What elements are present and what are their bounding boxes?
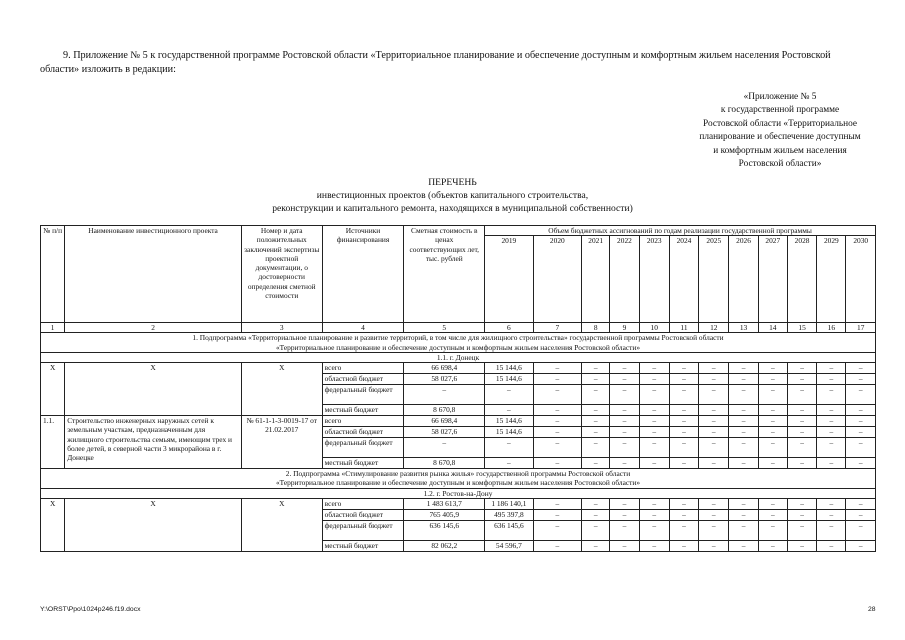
value-dash: – [729,458,758,469]
data-row [41,499,876,510]
heading-subtitle-1: инвестиционных проектов (объектов капитального строительства, [316,190,589,201]
value-dash: – [817,499,846,510]
column-number: 6 [485,323,533,333]
data-row [41,363,876,374]
total-marker: X [41,363,65,416]
value-dash: – [533,521,581,541]
value-dash: – [699,541,729,552]
value-dash: – [846,363,876,374]
value-dash: – [669,405,698,416]
value-dash: – [817,541,846,552]
value-dash: – [639,458,669,469]
estimated-cost: – [404,385,485,405]
value-dash: – [729,385,758,405]
estimated-cost: 765 405,9 [404,510,485,521]
value-dash: – [846,405,876,416]
header-cost: Сметная стоимость в ценах соответствующих лет, тыс. рублей [404,226,485,323]
estimated-cost: 66 698,4 [404,363,485,374]
header-name: Наименование инвестиционного проекта [65,226,242,323]
header-row [41,226,876,236]
value-dash: – [610,416,639,427]
appendix-line: Ростовской области «Территориальное [703,118,857,129]
value-dash: – [582,438,610,458]
value-dash: – [758,427,787,438]
value-2019: 54 596,7 [485,541,533,552]
value-dash: – [669,416,698,427]
value-dash: – [758,541,787,552]
value-2019: 15 144,6 [485,427,533,438]
value-dash: – [533,510,581,521]
value-dash: – [639,405,669,416]
funding-source: федеральный бюджет [322,438,404,458]
year-header-2025: 2025 [699,236,729,323]
estimated-cost: 8 670,8 [404,458,485,469]
value-dash: – [699,416,729,427]
value-dash: – [610,385,639,405]
value-dash: – [846,541,876,552]
value-dash: – [639,416,669,427]
value-dash: – [817,427,846,438]
section-2-city-row [41,488,876,498]
value-dash: – [846,438,876,458]
column-number: 17 [846,323,876,333]
value-dash: – [787,521,816,541]
estimated-cost: 1 483 613,7 [404,499,485,510]
value-dash: – [669,510,698,521]
value-dash: – [669,427,698,438]
value-dash: – [582,427,610,438]
funding-source: областной бюджет [322,374,404,385]
value-dash: – [729,416,758,427]
funding-source: местный бюджет [322,458,404,469]
value-dash: – [787,438,816,458]
column-number: 13 [729,323,758,333]
column-number: 7 [533,323,581,333]
column-number: 4 [322,323,404,333]
value-dash: – [610,458,639,469]
footer-page-number: 28 [868,606,876,613]
year-header-2027: 2027 [758,236,787,323]
value-dash: – [758,521,787,541]
value-dash: – [610,427,639,438]
intro-line-1: 9. Приложение № 5 к государственной программе Ростовской области «Территориальное планирование и обеспечение доступным и комфортным жильем населения Ростовской [63,50,831,61]
value-dash: – [758,363,787,374]
value-dash: – [758,374,787,385]
estimated-cost: 8 670,8 [404,405,485,416]
value-2019: 495 397,8 [485,510,533,521]
value-dash: – [846,458,876,469]
header-source: Источники финансирования [322,226,404,323]
block-c [41,499,876,552]
value-dash: – [758,499,787,510]
estimated-cost: 82 062,2 [404,541,485,552]
total-marker: X [241,499,322,552]
year-header-2024: 2024 [669,236,698,323]
value-dash: – [699,499,729,510]
value-dash: – [699,374,729,385]
data-row [41,416,876,427]
value-dash: – [729,521,758,541]
header-num: № п/п [41,226,65,323]
value-dash: – [610,374,639,385]
project-doc: № 61-1-1-3-0019-17 от 21.02.2017 [241,416,322,469]
value-dash: – [846,416,876,427]
footer-file-path: Y:\ORST\Ppo\1024p246.f19.docx [40,606,141,613]
value-2019: 636 145,6 [485,521,533,541]
year-header-2029: 2029 [817,236,846,323]
value-dash: – [582,374,610,385]
value-dash: – [582,499,610,510]
year-header-2022: 2022 [610,236,639,323]
value-dash: – [817,521,846,541]
value-dash: – [758,438,787,458]
value-dash: – [699,427,729,438]
value-2019: – [485,405,533,416]
value-dash: – [533,427,581,438]
value-dash: – [846,385,876,405]
section-2-city: 1.2. г. Ростов-на-Дону [41,488,876,498]
value-dash: – [729,541,758,552]
value-dash: – [533,541,581,552]
value-dash: – [846,499,876,510]
value-dash: – [758,385,787,405]
total-marker: X [65,363,242,416]
appendix-note [680,91,880,171]
estimated-cost: 636 145,6 [404,521,485,541]
value-dash: – [669,438,698,458]
funding-source: местный бюджет [322,405,404,416]
value-dash: – [699,385,729,405]
value-dash: – [610,521,639,541]
year-header-2030: 2030 [846,236,876,323]
value-dash: – [758,405,787,416]
value-dash: – [669,499,698,510]
value-dash: – [817,385,846,405]
value-dash: – [729,427,758,438]
header-volume: Объем бюджетных ассигнований по годам реализации государственной программы [485,226,876,236]
section-2-title [41,469,876,489]
value-dash: – [610,405,639,416]
value-dash: – [610,499,639,510]
column-number-row [41,323,876,333]
value-dash: – [610,510,639,521]
value-dash: – [758,510,787,521]
value-dash: – [699,363,729,374]
year-header-2019: 2019 [485,236,533,323]
value-dash: – [533,374,581,385]
intro-line-2: области» изложить в редакции: [40,64,176,75]
value-dash: – [758,458,787,469]
column-number: 2 [65,323,242,333]
funding-source: всего [322,363,404,374]
value-dash: – [639,510,669,521]
section-1-line-1: 1. Подпрограмма «Территориальное планирование и развитие территорий, в том числе для жилищного строительства» государственной программы Ростовской области [192,333,724,343]
value-dash: – [846,510,876,521]
estimated-cost: – [404,438,485,458]
value-dash: – [787,374,816,385]
value-dash: – [669,541,698,552]
value-dash: – [699,510,729,521]
funding-source: федеральный бюджет [322,521,404,541]
value-dash: – [846,374,876,385]
column-number: 12 [699,323,729,333]
value-dash: – [582,416,610,427]
section-1-city: 1.1. г. Донецк [41,352,876,362]
value-dash: – [669,385,698,405]
value-dash: – [669,374,698,385]
value-dash: – [582,385,610,405]
value-dash: – [639,521,669,541]
investment-projects-table [40,225,876,552]
column-number: 14 [758,323,787,333]
value-dash: – [729,363,758,374]
appendix-line: планирование и обеспечение доступным [699,132,861,143]
total-marker: X [41,499,65,552]
heading-title: ПЕРЕЧЕНЬ [428,177,477,188]
value-dash: – [787,427,816,438]
value-dash: – [582,458,610,469]
value-dash: – [787,363,816,374]
value-dash: – [758,416,787,427]
funding-source: всего [322,499,404,510]
project-number: 1.1. [41,416,65,469]
value-dash: – [817,405,846,416]
heading-subtitle-2: реконструкции и капитального ремонта, находящихся в муниципальной собственности) [272,203,633,214]
appendix-line: Ростовской области» [738,159,822,170]
section-1-row [41,333,876,353]
section-1-title [41,333,876,353]
year-header-2020: 2020 [533,236,581,323]
value-2019: – [485,438,533,458]
value-dash: – [639,499,669,510]
section-1-city-row [41,352,876,362]
value-dash: – [533,499,581,510]
value-dash: – [582,541,610,552]
column-number: 10 [639,323,669,333]
value-dash: – [787,458,816,469]
value-dash: – [729,405,758,416]
funding-source: местный бюджет [322,541,404,552]
year-header-2026: 2026 [729,236,758,323]
value-dash: – [582,363,610,374]
value-dash: – [582,521,610,541]
value-dash: – [639,385,669,405]
list-heading [200,176,705,215]
value-dash: – [699,458,729,469]
column-number: 15 [787,323,816,333]
year-header-2028: 2028 [787,236,816,323]
value-dash: – [787,416,816,427]
column-number: 11 [669,323,698,333]
column-number: 1 [41,323,65,333]
funding-source: областной бюджет [322,510,404,521]
section-2-row [41,469,876,489]
block-b [41,416,876,469]
value-dash: – [669,363,698,374]
appendix-line: к государственной программе [720,105,840,116]
value-2019: – [485,458,533,469]
column-number: 9 [610,323,639,333]
value-2019: 15 144,6 [485,416,533,427]
value-dash: – [533,416,581,427]
value-dash: – [639,374,669,385]
value-dash: – [669,458,698,469]
project-name: Строительство инженерных наружных сетей к земельным участкам, предназначенным для жилищного строительства семьям, имеющим трех и более детей, в северной части 3 микрорайона в г. Донецке [65,416,242,469]
value-dash: – [787,541,816,552]
value-dash: – [533,405,581,416]
value-dash: – [533,438,581,458]
value-2019: 1 186 140,1 [485,499,533,510]
value-dash: – [817,438,846,458]
value-dash: – [817,374,846,385]
value-dash: – [610,438,639,458]
value-dash: – [582,405,610,416]
value-dash: – [610,541,639,552]
value-dash: – [533,363,581,374]
value-dash: – [639,541,669,552]
section-2-line-1: 2. Подпрограмма «Стимулирование развития рынка жилья» государственной программы Ростовской области [285,469,631,479]
section-2-line-2: «Территориальное планирование и обеспечение доступным и комфортным жильем населения Ростовской области» [275,478,641,488]
estimated-cost: 58 027,6 [404,427,485,438]
total-marker: X [241,363,322,416]
value-dash: – [699,521,729,541]
year-header-2021: 2021 [582,236,610,323]
value-dash: – [846,427,876,438]
value-dash: – [787,385,816,405]
column-number: 5 [404,323,485,333]
funding-source: всего [322,416,404,427]
value-dash: – [639,363,669,374]
estimated-cost: 66 698,4 [404,416,485,427]
value-2019: 15 144,6 [485,363,533,374]
funding-source: областной бюджет [322,427,404,438]
total-marker: X [65,499,242,552]
value-dash: – [729,499,758,510]
value-dash: – [533,458,581,469]
value-dash: – [846,521,876,541]
intro-paragraph [40,49,862,77]
column-number: 16 [817,323,846,333]
value-dash: – [533,385,581,405]
value-dash: – [639,427,669,438]
value-2019: – [485,385,533,405]
section-1-line-2: «Территориальное планирование и обеспечение доступным и комфортным жильем населения Ростовской области» [275,342,641,352]
appendix-line: и комфортным жильем населения [713,145,847,156]
value-dash: – [817,458,846,469]
value-dash: – [729,438,758,458]
column-number: 3 [241,323,322,333]
value-dash: – [817,416,846,427]
value-dash: – [582,510,610,521]
header-doc: Номер и дата положительных заключений экспертизы проектной документации, о достоверности определения сметной стоимости [241,226,322,323]
value-dash: – [787,405,816,416]
value-dash: – [699,438,729,458]
estimated-cost: 58 027,6 [404,374,485,385]
value-dash: – [817,363,846,374]
value-dash: – [787,510,816,521]
value-dash: – [639,438,669,458]
block-a [41,363,876,416]
value-dash: – [729,510,758,521]
appendix-line: «Приложение № 5 [743,92,817,102]
value-dash: – [729,374,758,385]
value-2019: 15 144,6 [485,374,533,385]
value-dash: – [669,521,698,541]
year-header-2023: 2023 [639,236,669,323]
value-dash: – [610,363,639,374]
value-dash: – [787,499,816,510]
column-number: 8 [582,323,610,333]
funding-source: федеральный бюджет [322,385,404,405]
value-dash: – [699,405,729,416]
value-dash: – [817,510,846,521]
